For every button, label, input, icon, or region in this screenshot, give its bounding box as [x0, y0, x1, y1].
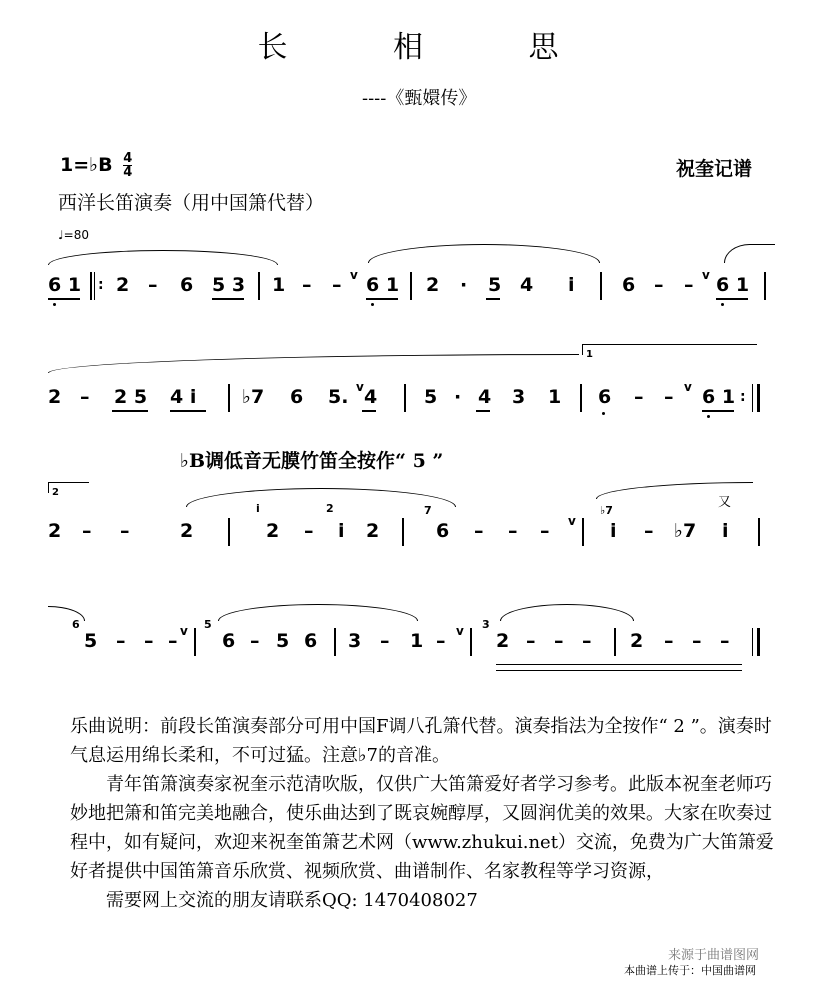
note: –	[664, 386, 674, 408]
note: 4	[520, 274, 534, 296]
underline	[702, 410, 734, 412]
breath-mark: v	[568, 514, 576, 528]
note: –	[720, 630, 730, 652]
barline	[614, 628, 616, 656]
note: 2	[426, 274, 440, 296]
note: –	[380, 630, 390, 652]
note: 2	[496, 630, 510, 652]
barline	[90, 272, 92, 300]
note: –	[644, 520, 654, 542]
barline	[410, 272, 412, 300]
slur	[218, 604, 418, 621]
note: –	[540, 520, 550, 542]
note: –	[80, 386, 90, 408]
grace-note: 2	[326, 502, 334, 515]
repeat-sign: :	[740, 389, 746, 405]
score-row-4	[0, 618, 816, 668]
watermark: 来源于曲谱图网	[668, 948, 760, 963]
slur	[500, 604, 634, 621]
dot	[707, 415, 710, 418]
note: –	[684, 274, 694, 296]
note: 4	[478, 386, 492, 408]
note: 6 1	[702, 386, 736, 408]
barline	[470, 628, 472, 656]
note: 5	[488, 274, 502, 296]
note: 6 1	[716, 274, 750, 296]
barline	[600, 272, 602, 300]
footer-credit: 本曲谱上传于：中国曲谱网	[624, 964, 756, 977]
barline	[582, 518, 584, 546]
note: –	[120, 520, 130, 542]
underline	[366, 298, 398, 300]
note: i	[610, 520, 617, 542]
description-paragraph-2: 青年笛箫演奏家祝奎示范清吹版，仅供广大笛箫爱好者学习参考。此版本祝奎老师巧妙地把箫和笛完美地融合，使乐曲达到了既哀婉醇厚，又圆润优美的效果。大家在吹奏过程中，如有疑问，欢迎来祝奎笛箫艺术网（www.zhukui.net）交流，免费为广大笛箫爱好者提供中国笛箫音乐欣赏、视频欣赏、曲谱制作、名家教程等学习资源，	[70, 774, 774, 882]
note: –	[332, 274, 342, 296]
underline	[170, 410, 206, 412]
note: 6	[180, 274, 194, 296]
note: 1	[272, 274, 286, 296]
note: –	[508, 520, 518, 542]
note: 2	[630, 630, 644, 652]
barline	[580, 384, 582, 412]
note: i	[722, 520, 729, 542]
note: –	[664, 630, 674, 652]
decrescendo-line	[496, 664, 742, 665]
note: –	[582, 630, 592, 652]
note: –	[654, 274, 664, 296]
description	[70, 712, 780, 915]
note: 2	[48, 520, 62, 542]
barline	[404, 384, 406, 412]
description-paragraph-3: 需要网上交流的朋友请联系QQ: 1470408027	[106, 890, 478, 911]
grace-note: i	[256, 502, 260, 515]
underline	[476, 410, 490, 412]
note: 6	[290, 386, 304, 408]
breath-mark: v	[684, 380, 692, 394]
note: 5	[424, 386, 438, 408]
dot	[53, 303, 56, 306]
note: –	[116, 630, 126, 652]
barline	[757, 628, 760, 656]
note: 5 3	[212, 274, 246, 296]
barline	[194, 628, 196, 656]
page-title: 长 相 思	[257, 30, 607, 65]
barline	[228, 518, 230, 546]
note: 4	[364, 386, 378, 408]
note: –	[554, 630, 564, 652]
note: –	[526, 630, 536, 652]
barline	[758, 518, 760, 546]
tempo-marking: ♩=80	[58, 228, 89, 242]
breath-mark: v	[350, 268, 358, 282]
time-signature	[123, 152, 132, 179]
note: 2 5	[114, 386, 148, 408]
transcriber: 祝奎记谱	[676, 158, 753, 180]
note: 6 1	[48, 274, 82, 296]
note: ♭7	[674, 520, 697, 542]
note: –	[436, 630, 446, 652]
note: 2	[266, 520, 280, 542]
note: ·	[460, 274, 468, 296]
note: ♭7	[242, 386, 265, 408]
note: –	[302, 274, 312, 296]
breath-mark: v	[180, 624, 188, 638]
underline	[486, 298, 500, 300]
note: –	[82, 520, 92, 542]
slur	[368, 244, 600, 263]
note: 6	[436, 520, 450, 542]
volta-2-number: 2	[52, 487, 59, 498]
note: –	[474, 520, 484, 542]
dot	[721, 303, 724, 306]
note: 4 i	[170, 386, 197, 408]
underline	[716, 298, 748, 300]
barline	[94, 272, 95, 300]
barline	[258, 272, 260, 300]
score-row-1	[0, 268, 816, 312]
grace-note: 3	[482, 618, 490, 631]
note: 6	[622, 274, 636, 296]
breath-mark: v	[456, 624, 464, 638]
underline	[48, 298, 80, 300]
repeat-sign: :	[98, 277, 104, 293]
barline	[764, 272, 766, 300]
note: –	[168, 630, 178, 652]
score-row-3	[0, 487, 816, 558]
note: i	[338, 520, 345, 542]
slur	[48, 250, 278, 265]
barline	[757, 384, 760, 412]
note: 3	[512, 386, 526, 408]
key-signature-text: 1=♭B	[60, 154, 113, 176]
technique-mark: 又	[718, 495, 732, 510]
fingering-note: ♭B调低音无膜竹笛全按作“ 5 ”	[180, 450, 444, 472]
volta-1	[582, 344, 757, 360]
note: –	[250, 630, 260, 652]
note: –	[148, 274, 158, 296]
underline	[212, 298, 244, 300]
grace-note: ♭7	[600, 504, 613, 517]
underline	[112, 410, 148, 412]
breath-mark: v	[356, 380, 364, 394]
grace-note: 5	[204, 618, 212, 631]
time-sig-top: 4	[123, 151, 133, 166]
barline	[752, 628, 753, 656]
note: –	[304, 520, 314, 542]
note: 5	[84, 630, 98, 652]
description-paragraph-1: 乐曲说明：前段长笛演奏部分可用中国F调八孔箫代替。演奏指法为全按作“ 2 ”。演奏时气息运用绵长柔和，不可过猛。注意♭7的音准。	[70, 716, 772, 766]
slur	[186, 488, 456, 507]
dot	[371, 303, 374, 306]
note: 2	[366, 520, 380, 542]
note: i	[568, 274, 575, 296]
barline	[402, 518, 404, 546]
note: 3	[348, 630, 362, 652]
grace-note: 6	[72, 618, 80, 631]
note: –	[692, 630, 702, 652]
performance-note: 西洋长笛演奏（用中国箫代替）	[58, 192, 325, 214]
note: 6	[222, 630, 236, 652]
note: 5	[276, 630, 290, 652]
note: 6 1	[366, 274, 400, 296]
note: 6	[304, 630, 318, 652]
key-signature	[60, 152, 132, 179]
score-row-2	[0, 349, 816, 424]
underline	[362, 410, 376, 412]
barline	[228, 384, 230, 412]
breath-mark: v	[702, 268, 710, 282]
barline	[752, 384, 753, 412]
dot	[602, 412, 605, 415]
note: 2	[48, 386, 62, 408]
grace-note: 7	[424, 504, 432, 517]
subtitle: ----《甄嬛传》	[362, 88, 477, 109]
note: 2	[180, 520, 194, 542]
volta-1-number: 1	[586, 349, 593, 360]
note: 2	[116, 274, 130, 296]
note: 6	[598, 386, 612, 408]
note: ·	[454, 386, 462, 408]
time-sig-bottom: 4	[123, 165, 133, 180]
note: 1	[410, 630, 424, 652]
slur	[724, 244, 775, 263]
note: 5.	[328, 386, 349, 408]
decrescendo-line	[496, 670, 742, 671]
note: 1	[548, 386, 562, 408]
volta-2	[48, 482, 89, 498]
note: –	[634, 386, 644, 408]
slur	[48, 354, 579, 373]
note: –	[144, 630, 154, 652]
barline	[334, 628, 336, 656]
